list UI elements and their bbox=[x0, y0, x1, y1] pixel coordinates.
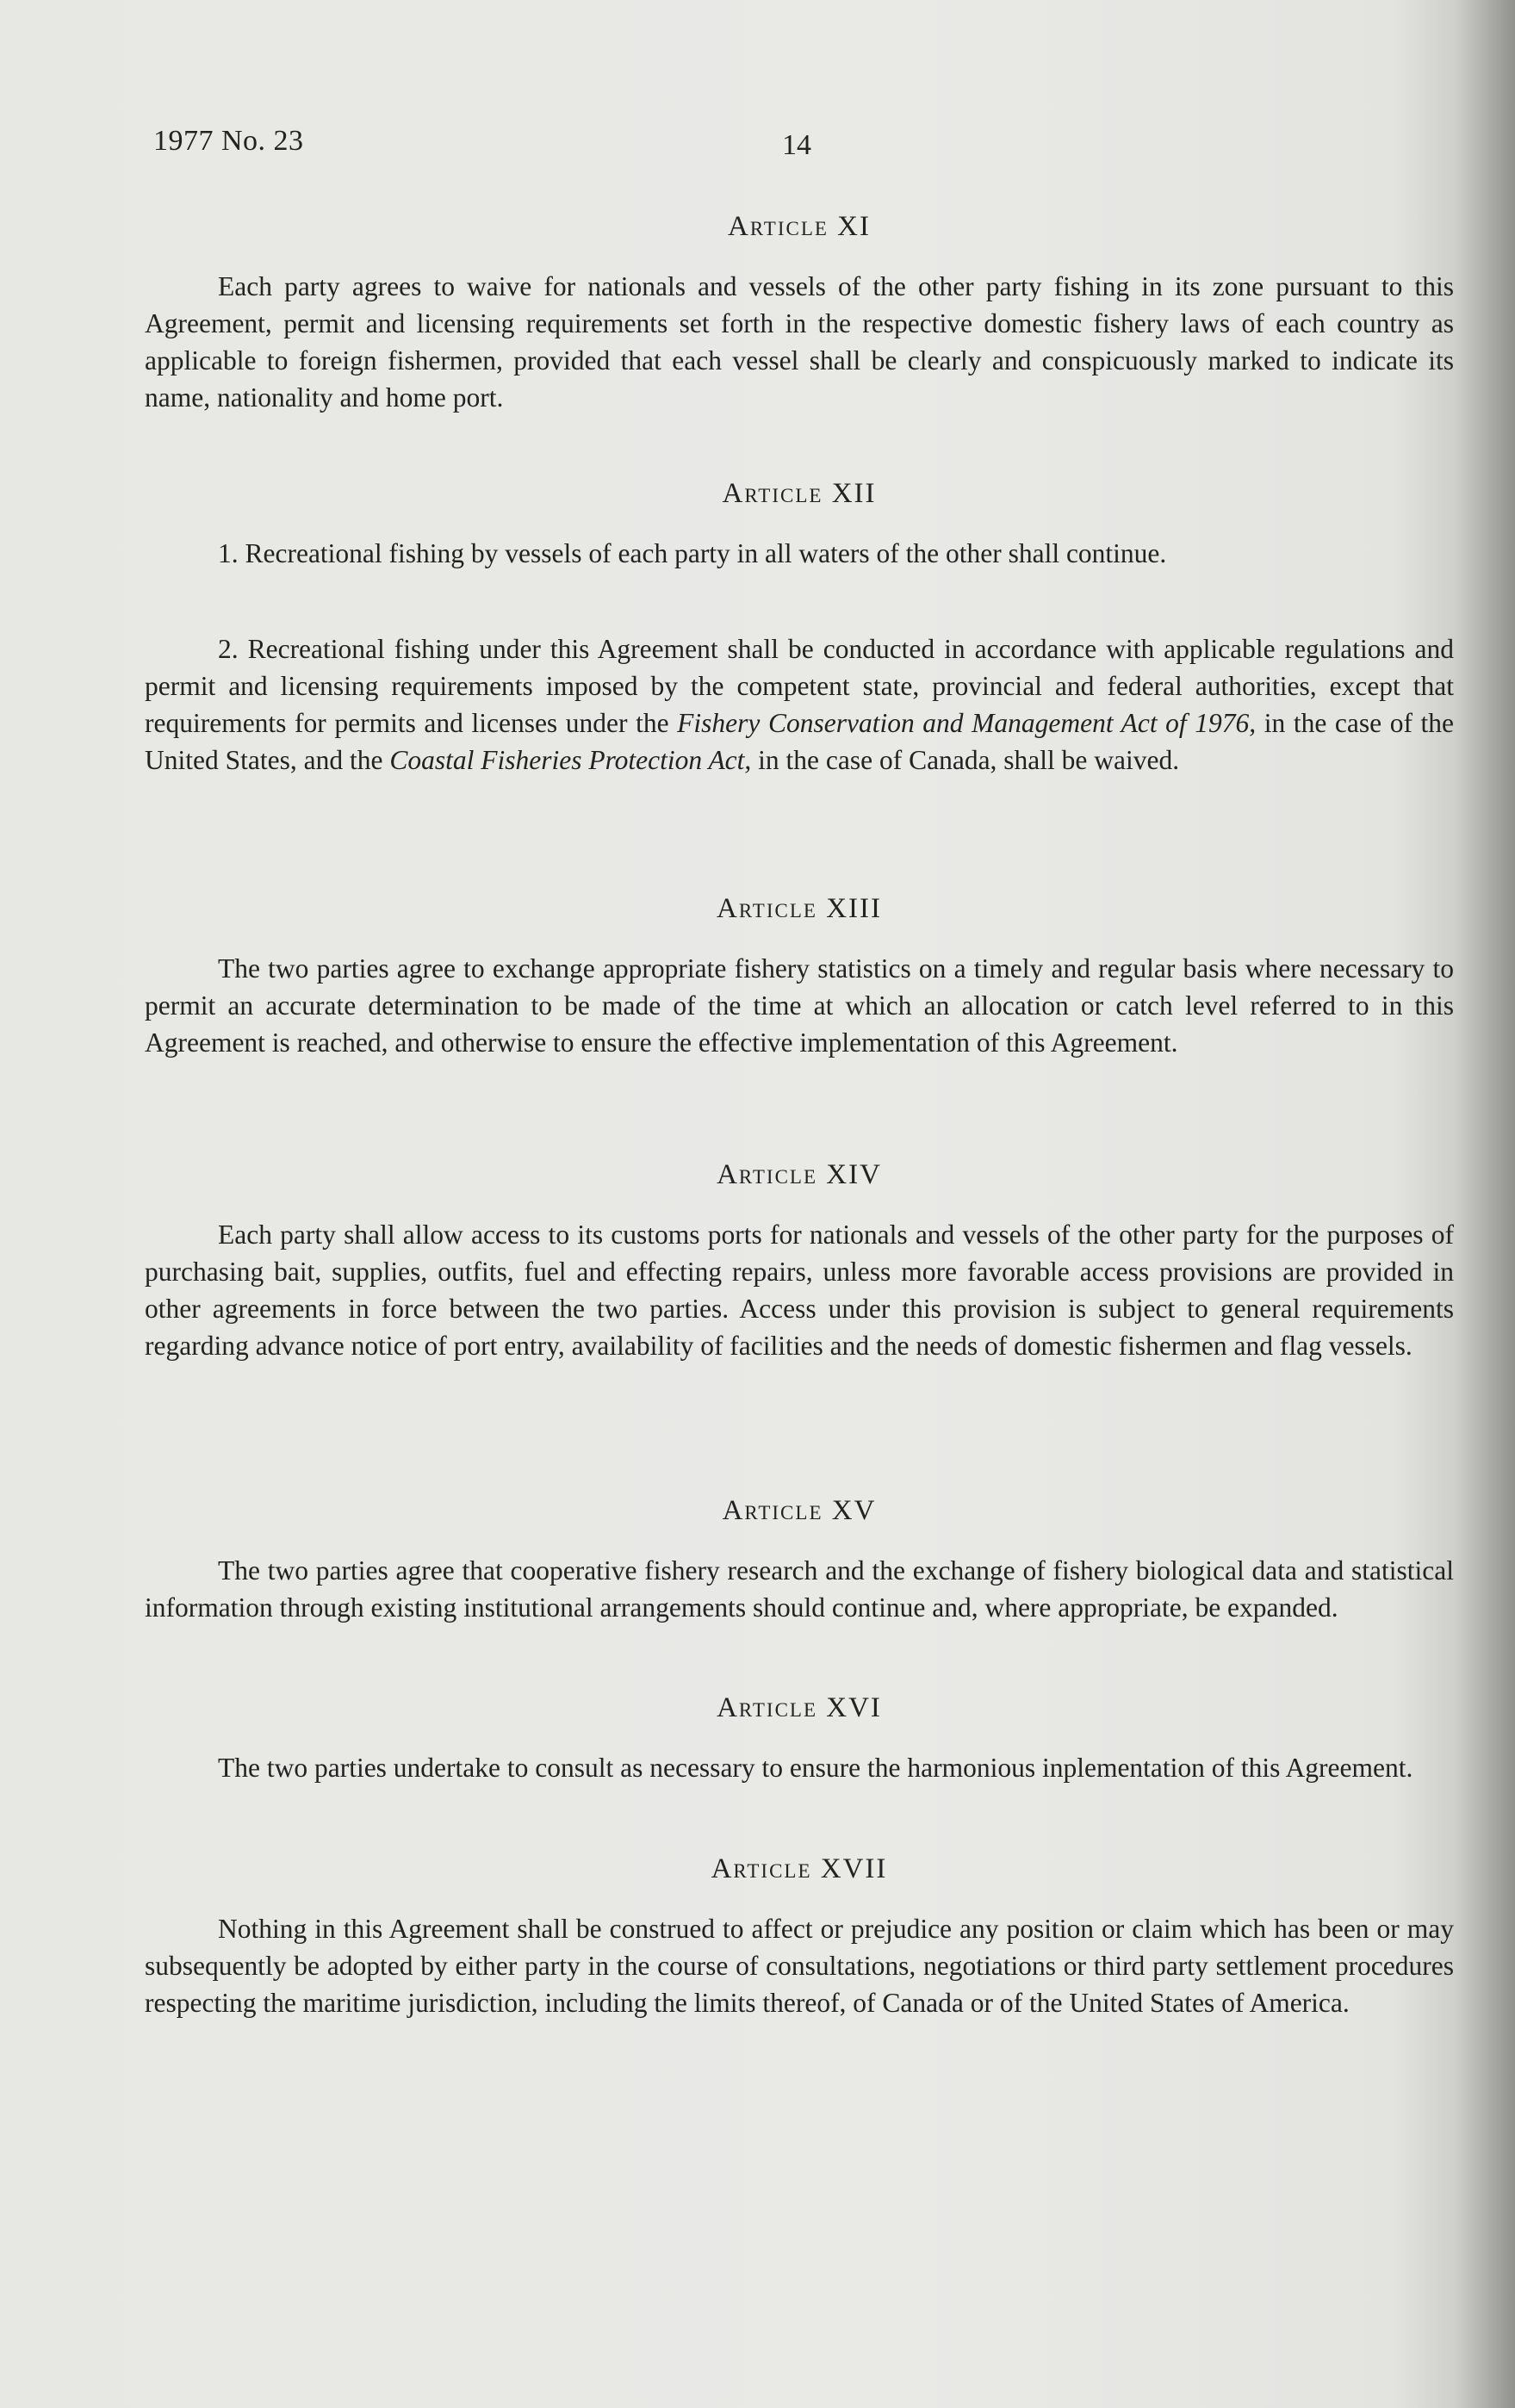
paragraph-text: in the case of Canada, shall be waived. bbox=[751, 745, 1180, 775]
article-xiii bbox=[145, 891, 1454, 1061]
article-paragraph bbox=[145, 630, 1454, 779]
article-heading: Article XVII bbox=[711, 1853, 888, 1884]
article-xi bbox=[145, 209, 1454, 416]
article-paragraph: 1. Recreational fishing by vessels of each party in all waters of the other shall continue. bbox=[218, 538, 1167, 568]
running-head: 1977 No. 23 bbox=[153, 125, 304, 157]
article-paragraph: The two parties agree to exchange appropriate fishery statistics on a timely and regular basis where necessary to permit an accurate determination to be made of the time at which an allocation or catch level referred to in this Agreement is reached, and otherwise to ensure the effective implementation of this Agreement. bbox=[145, 953, 1454, 1058]
act-title-italic: Fishery Conservation and Management Act of 1976, bbox=[677, 708, 1257, 738]
book-spine-shadow bbox=[1455, 0, 1515, 2408]
paragraph-text: 2. Recreational fishing under this Agreement shall be conducted in accordance with applicable regulations and permit and licensing requirements imposed by the competent state, provincial and federal authorities, except that requirements for permits and licenses under the bbox=[145, 634, 1454, 738]
article-paragraph: Each party shall allow access to its customs ports for nationals and vessels of the other party for the purposes of purchasing bait, supplies, outfits, fuel and effecting repairs, unless more favorable access provisions are provided in other agreements in force between the two parties. Access under this provision is subject to general requirements regarding advance notice of port entry, availability of facilities and the needs of domestic fishermen and flag vessels. bbox=[145, 1220, 1454, 1361]
article-heading: Article XII bbox=[722, 478, 877, 509]
article-paragraph: Nothing in this Agreement shall be construed to affect or prejudice any position or claim which has been or may subsequently be adopted by either party in the course of consultations, negotiations or third party settlement procedures respecting the maritime jurisdiction, including the limits thereof, of Canada or of the United States of America. bbox=[145, 1914, 1454, 2018]
article-xv bbox=[145, 1493, 1454, 1626]
act-title-italic: Coastal Fisheries Protection Act, bbox=[389, 745, 752, 775]
article-xiv bbox=[145, 1157, 1454, 1364]
article-paragraph: The two parties agree that cooperative fishery research and the exchange of fishery biological data and statistical information through existing institutional arrangements should continue and, where appropriate, be expanded. bbox=[145, 1555, 1454, 1623]
article-paragraph: Each party agrees to waive for nationals and vessels of the other party fishing in its zone pursuant to this Agreement, permit and licensing requirements set forth in the respective domestic fishery laws of each country as applicable to foreign fishermen, provided that each vessel shall be clearly and conspicuously marked to indicate its name, nationality and home port. bbox=[145, 271, 1454, 413]
page-number: 14 bbox=[782, 129, 811, 161]
article-heading: Article XVI bbox=[717, 1692, 882, 1723]
article-xvi bbox=[145, 1691, 1454, 1786]
article-heading: Article XI bbox=[727, 211, 871, 242]
article-xvii bbox=[145, 1852, 1454, 2021]
article-heading: Article XIV bbox=[717, 1159, 882, 1190]
article-paragraph: The two parties undertake to consult as necessary to ensure the harmonious inplementation of this Agreement. bbox=[218, 1753, 1413, 1783]
paragraph-text: in the case of the United States, and the bbox=[145, 708, 1454, 775]
article-heading: Article XV bbox=[722, 1495, 877, 1526]
article-xii bbox=[145, 476, 1454, 779]
article-heading: Article XIII bbox=[717, 893, 882, 924]
